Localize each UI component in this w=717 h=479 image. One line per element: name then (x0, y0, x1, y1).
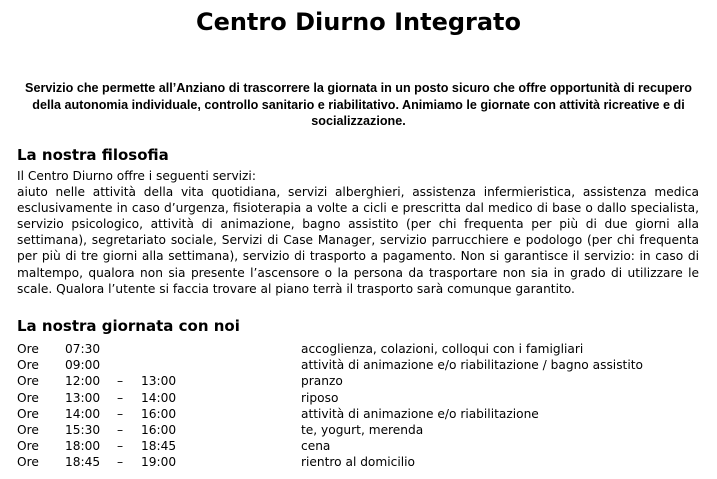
row-label: Ore (17, 439, 39, 454)
row-from-time: 07:30 (65, 342, 101, 356)
philosophy-heading: La nostra filosofia (17, 146, 169, 164)
page-title: Centro Diurno Integrato (195, 8, 522, 36)
row-from-time: 18:45 (65, 455, 101, 470)
row-to-time: 18:45 (141, 439, 177, 454)
row-activity: pranzo (301, 374, 343, 389)
row-label: Ore (17, 390, 39, 405)
row-activity: cena (301, 439, 331, 454)
row-activity: rientro al domicilio (301, 455, 415, 470)
row-activity: accoglienza, colazioni, colloqui con i famigliari (301, 342, 584, 356)
row-activity: te, yogurt, merenda (301, 422, 424, 437)
row-dash: – (117, 439, 124, 454)
row-from-time: 12:00 (65, 374, 101, 389)
row-from-time: 13:00 (65, 390, 101, 405)
row-label: Ore (17, 406, 39, 421)
row-to-time: 19:00 (141, 455, 177, 470)
row-dash: – (117, 390, 124, 405)
row-dash: – (117, 406, 124, 421)
intro-paragraph: Servizio che permette all’Anziano di trascorrere la giornata in un posto sicuro che offre opportunità di recupero della autonomia individuale, controllo sanitario e riabilitativo. Animiamo le giornate con attività ricreative e di socializzazione. (25, 81, 692, 128)
row-dash: – (117, 422, 124, 437)
philosophy-section (17, 168, 699, 297)
row-dash: – (117, 374, 124, 389)
row-to-time: 16:00 (141, 422, 177, 437)
row-activity: riposo (301, 390, 339, 405)
row-to-time: 16:00 (141, 406, 177, 421)
row-label: Ore (17, 374, 39, 389)
row-from-time: 09:00 (65, 358, 101, 373)
row-dash: – (117, 455, 124, 470)
row-from-time: 18:00 (65, 439, 101, 454)
row-from-time: 15:30 (65, 422, 101, 437)
row-label: Ore (17, 422, 39, 437)
row-activity: attività di animazione e/o riabilitazione / bagno assistito (301, 358, 643, 373)
philosophy-body: aiuto nelle attività della vita quotidiana, servizi alberghieri, assistenza infermieristica, assistenza medica esclusivamente in caso d’urgenza, fisioterapia a volte a cicli e prescritta dal medico di base o dallo specialista, servizio psicologico, attività di animazione, bagno assistito (per chi frequenta per più di due giorni alla settimana), segretariato sociale, Servizi di Case Manager, servizio parrucchiere e podologo (per chi frequenta per più di tre giorni alla settimana), servizio di trasporto a pagamento. Non si garantisce il servizio: in caso di maltempo, qualora non sia presente l’ascensore o la persona da trasportare non sia in grado di utilizzare le scale. Qualora l’utente si faccia trovare al piano terrà il trasporto sarà comunque garantito. (17, 185, 699, 296)
row-to-time: 13:00 (141, 374, 177, 389)
row-label: Ore (17, 342, 39, 356)
philosophy-lead: Il Centro Diurno offre i seguenti servizi: (17, 169, 256, 183)
row-from-time: 14:00 (65, 406, 101, 421)
row-label: Ore (17, 455, 39, 470)
row-to-time: 14:00 (141, 390, 177, 405)
row-label: Ore (17, 358, 39, 373)
schedule-heading: La nostra giornata con noi (17, 317, 240, 335)
row-activity: attività di animazione e/o riabilitazione (301, 406, 539, 421)
